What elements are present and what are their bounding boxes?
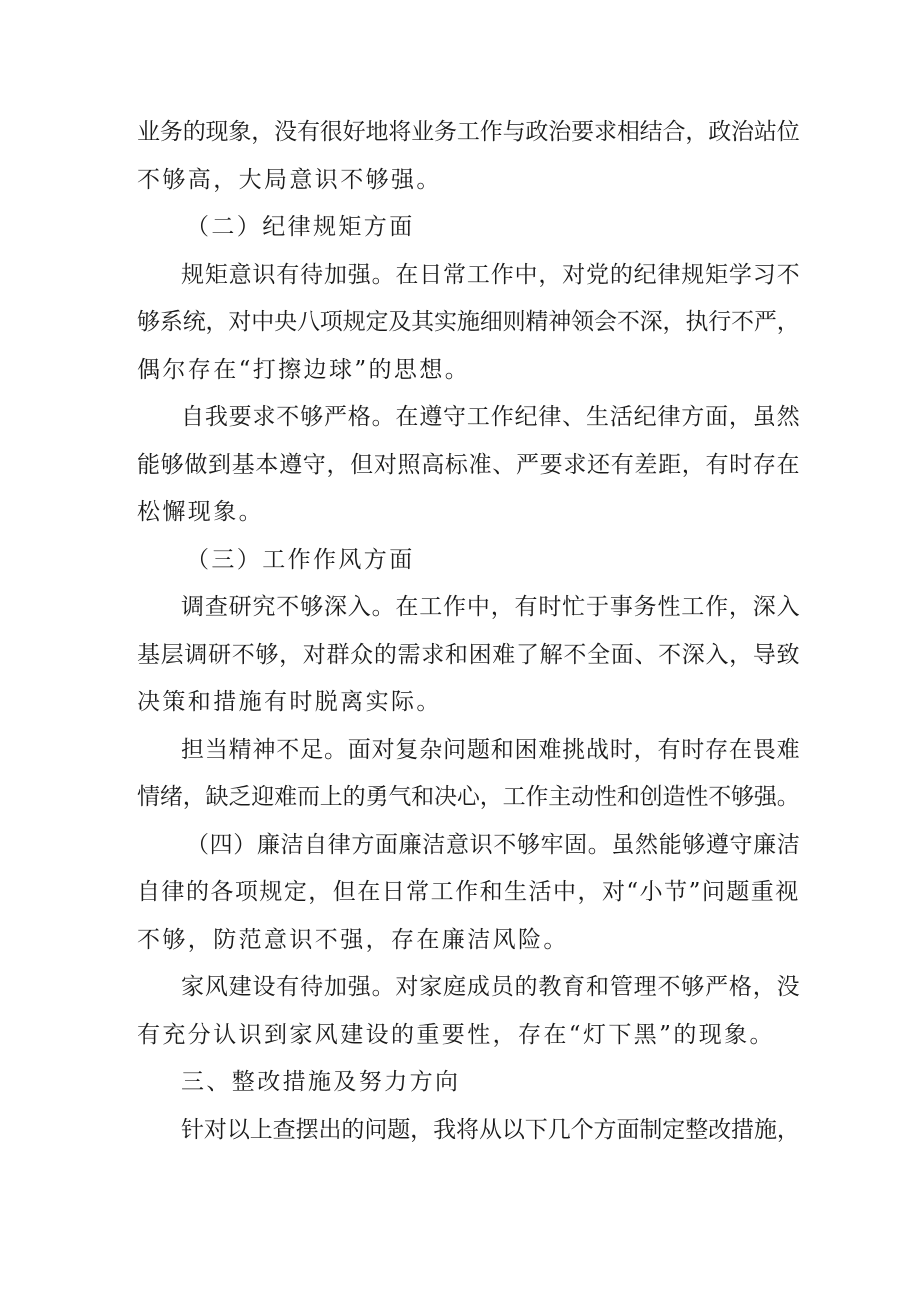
text-line: 情绪，缺乏迎难而上的勇气和决心，工作主动性和创造性不够强。 bbox=[137, 784, 800, 810]
text-line: 够系统，对中央八项规定及其实施细则精神领会不深，执行不严， bbox=[137, 309, 800, 335]
section-heading: （四）廉洁自律方面廉洁意识不够牢固。虽然能够遵守廉洁 bbox=[186, 832, 801, 858]
text-line: 偶尔存在“打擦边球”的思想。 bbox=[137, 357, 471, 383]
text-line: 有充分认识到家风建设的重要性，存在“灯下黑”的现象。 bbox=[137, 1022, 775, 1048]
text-line: 家风建设有待加强。对家庭成员的教育和管理不够严格，没 bbox=[181, 974, 801, 1000]
text-line: 规矩意识有待加强。在日常工作中，对党的纪律规矩学习不 bbox=[181, 262, 801, 288]
section-heading: （三）工作作风方面 bbox=[186, 547, 415, 573]
text-line: 不够，防范意识不强，存在廉洁风险。 bbox=[137, 927, 569, 953]
text-line: 基层调研不够，对群众的需求和困难了解不全面、不深入，导致 bbox=[137, 642, 801, 668]
text-line: 针对以上查摆出的问题，我将从以下几个方面制定整改措施， bbox=[181, 1117, 800, 1143]
text-line: 不够高，大局意识不够强。 bbox=[137, 167, 442, 193]
section-heading: 三、整改措施及努力方向 bbox=[181, 1069, 461, 1095]
section-heading: （二）纪律规矩方面 bbox=[186, 214, 415, 240]
text-line: 调查研究不够深入。在工作中，有时忙于事务性工作，深入 bbox=[181, 594, 801, 620]
text-line: 能够做到基本遵守，但对照高标准、严要求还有差距，有时存在 bbox=[137, 452, 801, 478]
text-line: 松懈现象。 bbox=[137, 499, 264, 525]
text-line: 业务的现象，没有很好地将业务工作与政治要求相结合，政治站位 bbox=[137, 119, 800, 145]
text-line: 自律的各项规定，但在日常工作和生活中，对“小节”问题重视 bbox=[137, 879, 800, 905]
text-line: 决策和措施有时脱离实际。 bbox=[137, 689, 442, 715]
text-line: 担当精神不足。面对复杂问题和困难挑战时，有时存在畏难 bbox=[181, 737, 801, 763]
text-line: 自我要求不够严格。在遵守工作纪律、生活纪律方面，虽然 bbox=[181, 404, 801, 430]
